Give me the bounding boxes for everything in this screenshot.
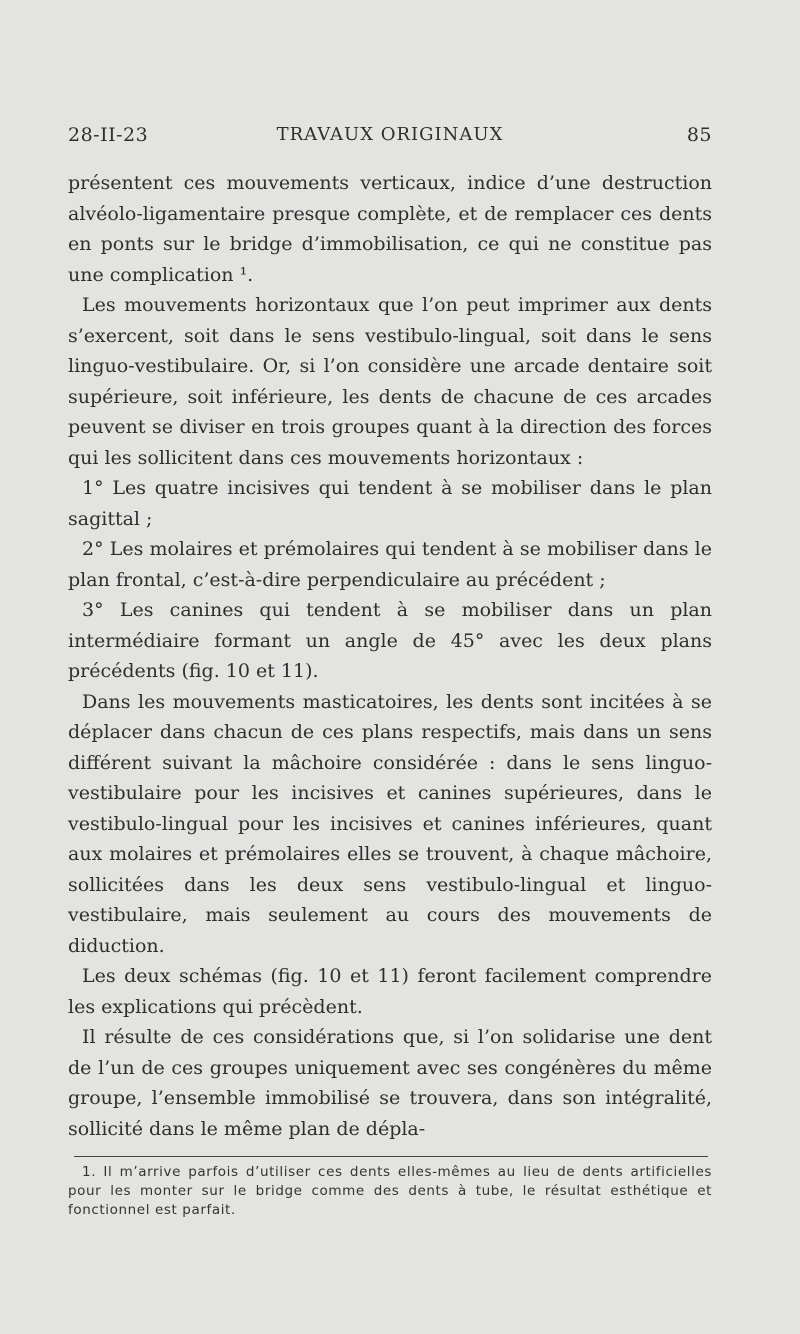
paragraph-4: 2° Les molaires et prémolaires qui tendent à se mobiliser dans le plan frontal, c’est-à-dire perpendiculaire au précédent ; bbox=[68, 538, 712, 591]
paragraph-7: Les deux schémas (fig. 10 et 11) feront facilement comprendre les explications qui précèdent. bbox=[68, 965, 712, 1018]
paragraph-1: présentent ces mouvements verticaux, indice d’une destruction alvéolo-ligamentaire presque complète, et de remplacer ces dents en ponts sur le bridge d’immobilisation, ce qui ne constitue pas une complication ¹. bbox=[68, 172, 712, 286]
page-number: 85 bbox=[686, 124, 712, 146]
paragraph-2: Les mouvements horizontaux que l’on peut imprimer aux dents s’exercent, soit dans le sens vestibulo-lingual, soit dans le sens linguo-vestibulaire. Or, si l’on considère une arcade dentaire soit supérieure, soit inférieure, les dents de chacune de ces arcades peuvent se diviser en trois groupes quant à la direction des forces qui les sollicitent dans ces mouvements horizontaux : bbox=[68, 294, 712, 469]
paragraph-3: 1° Les quatre incisives qui tendent à se mobiliser dans le plan sagittal ; bbox=[68, 477, 712, 530]
header-title: TRAVAUX ORIGINAUX bbox=[276, 124, 504, 145]
paragraph-6: Dans les mouvements masticatoires, les dents sont incitées à se déplacer dans chacun de ces plans respectifs, mais dans un sens différent suivant la mâchoire considérée : dans le sens linguo-vestibulaire pour les incisives et canines supérieures, dans le vestibulo-lingual pour les incisives et canines inférieures, quant aux molaires et prémolaires elles se trouvent, à chaque mâchoire, sollicitées dans les deux sens vestibulo-lingual et linguo-vestibulaire, mais seulement au cours des mouvements de diduction. bbox=[68, 690, 712, 957]
book-page bbox=[68, 124, 712, 1220]
header-date: 28-II-23 bbox=[68, 124, 149, 146]
footnote-divider bbox=[74, 1156, 708, 1157]
footnote: 1. Il m’arrive parfois d’utiliser ces dents elles-mêmes au lieu de dents artificielles pour les monter sur le bridge comme des dents à tube, le résultat esthétique et fonctionnel est parfait. bbox=[68, 1164, 712, 1218]
paragraph-5: 3° Les canines qui tendent à se mobiliser dans un plan intermédiaire formant un angle de 45° avec les deux plans précédents (fig. 10 et 11). bbox=[68, 599, 712, 682]
running-header bbox=[68, 124, 712, 156]
paragraph-8: Il résulte de ces considérations que, si l’on solidarise une dent de l’un de ces groupes uniquement avec ses congénères du même groupe, l’ensemble immobilisé se trouvera, dans son intégralité, sollicité dans le même plan de dépla- bbox=[68, 1026, 712, 1140]
body-text bbox=[68, 168, 712, 1144]
